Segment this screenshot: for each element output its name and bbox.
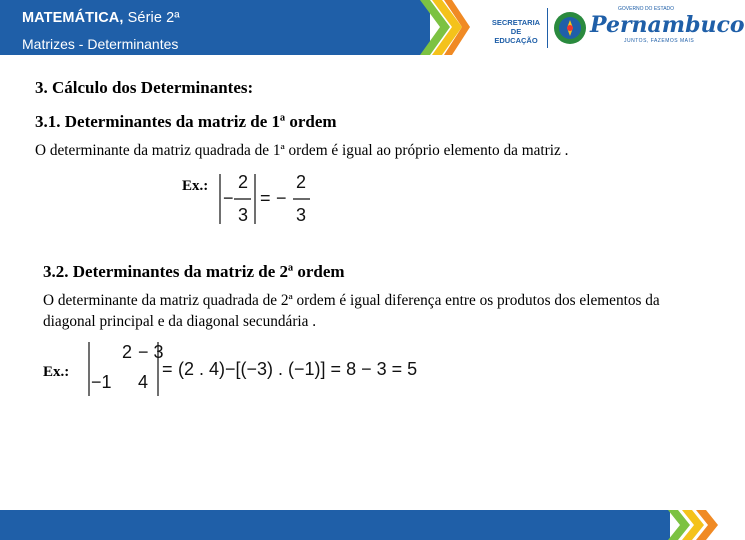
course-title: MATEMÁTICA, Série 2ª bbox=[22, 10, 180, 26]
chevron-decoration-icon bbox=[420, 0, 470, 55]
ex1-numerator: 2 bbox=[238, 172, 249, 192]
footer bbox=[0, 510, 720, 540]
brand-top: GOVERNO DO ESTADO bbox=[618, 6, 675, 12]
matrix-a12: − 3 bbox=[138, 342, 164, 362]
ex2-equals: = bbox=[162, 359, 173, 379]
ex1-equals: = bbox=[260, 188, 271, 208]
brand-tagline: JUNTOS, FAZEMOS MAIS bbox=[624, 38, 695, 44]
header bbox=[0, 0, 745, 60]
brand-name: Pernambuco bbox=[590, 12, 745, 38]
subsection-2-text: O determinante da matriz quadrada de 2ª ordem é igual diferença entre os produtos dos elementos da diagonal principal e da diagonal secundária . bbox=[43, 292, 660, 330]
course-subtitle: Matrizes - Determinantes bbox=[22, 36, 179, 52]
footer-chevron-icon bbox=[668, 510, 720, 540]
section-title: 3. Cálculo dos Determinantes: bbox=[35, 78, 254, 97]
ex1-denominator: 3 bbox=[238, 205, 249, 225]
footer-banner bbox=[0, 510, 670, 540]
subsection-2-title: 3.2. Determinantes da matriz de 2ª ordem bbox=[43, 262, 345, 281]
subsection-1-title: 3.1. Determinantes da matriz de 1ª ordem bbox=[35, 112, 337, 131]
example-1-label: Ex.: bbox=[182, 178, 209, 194]
matrix-a11: 2 bbox=[122, 342, 133, 362]
secretaria-label: SECRETARIA DE EDUCAÇÃO bbox=[491, 18, 541, 45]
ex1-rhs-numerator: 2 bbox=[296, 172, 307, 192]
matrix-a21: −1 bbox=[91, 372, 112, 392]
matrix-a22: 4 bbox=[138, 372, 149, 392]
ex1-rhs-minus: − bbox=[276, 188, 287, 208]
example-2-label: Ex.: bbox=[43, 364, 70, 380]
subsection-1-text: O determinante da matriz quadrada de 1ª ordem é igual ao próprio elemento da matriz . bbox=[35, 142, 569, 159]
ex1-rhs-denominator: 3 bbox=[296, 205, 307, 225]
ex2-expression: (2 . 4)−[(−3) . (−1)] = 8 − 3 = 5 bbox=[178, 359, 418, 379]
logo-divider bbox=[547, 8, 548, 48]
ex1-minus: − bbox=[223, 188, 234, 208]
coat-of-arms-icon bbox=[552, 8, 588, 48]
government-logo bbox=[490, 6, 745, 50]
